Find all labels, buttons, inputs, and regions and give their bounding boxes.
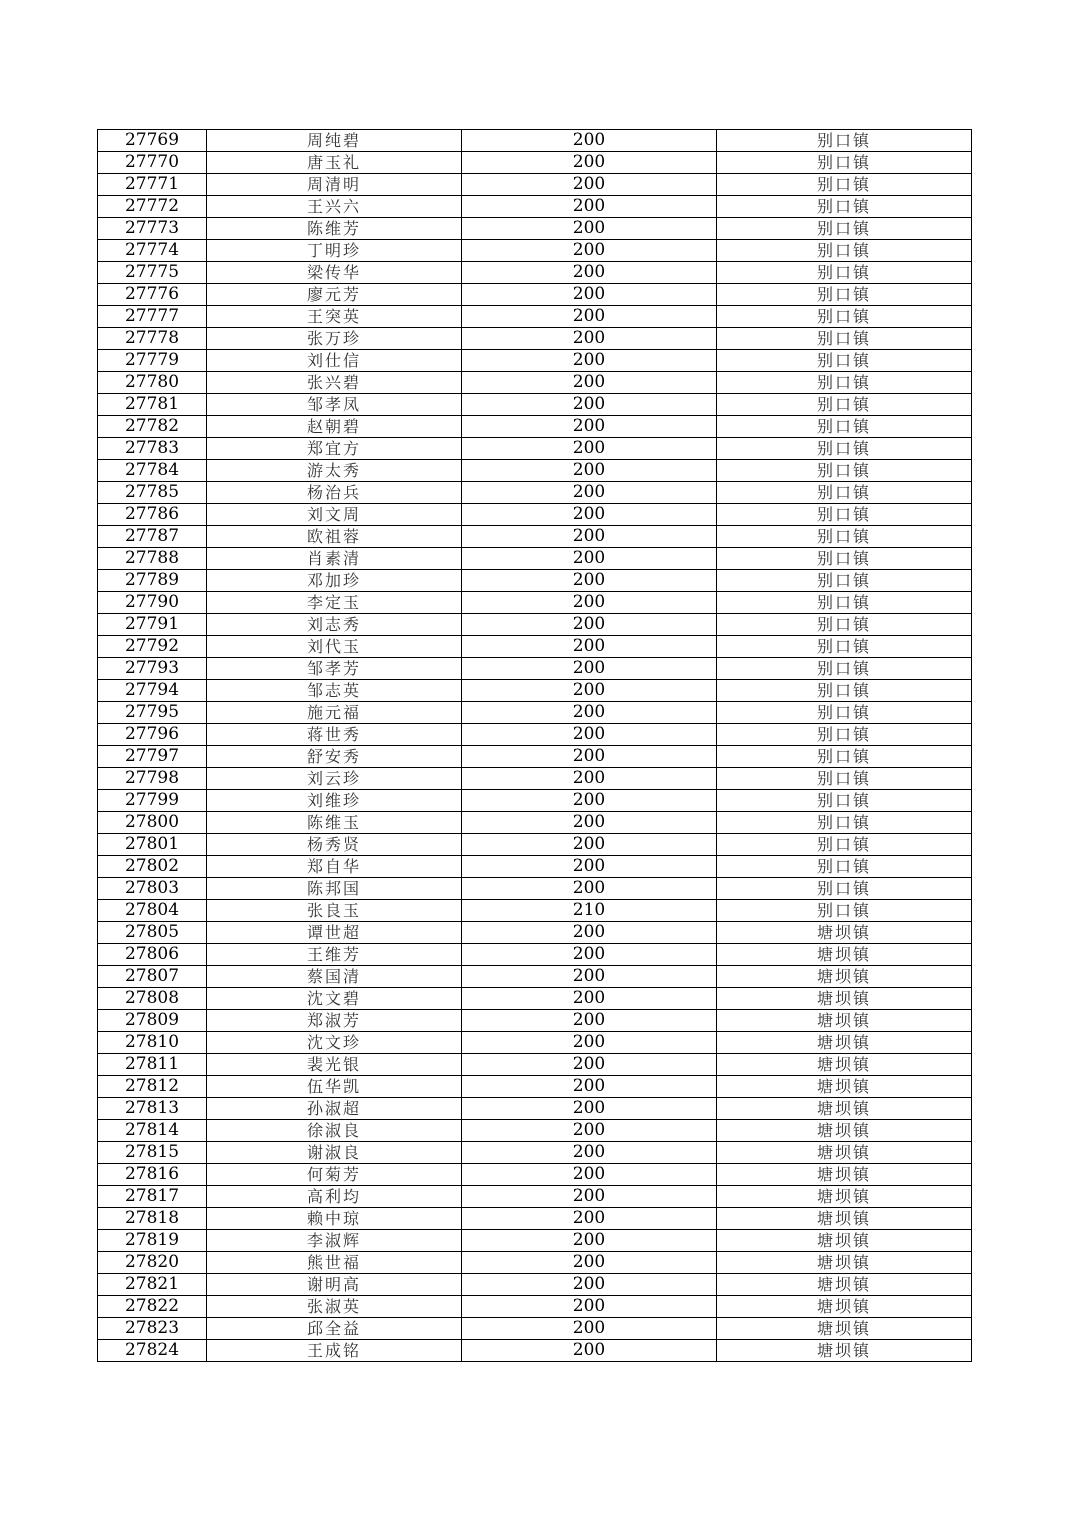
- subsidy-amount-cell: 200: [462, 768, 717, 790]
- recipient-name-cell: 郑宜方: [207, 438, 462, 460]
- table-row: [98, 1098, 972, 1120]
- subsidy-amount-cell: 200: [462, 416, 717, 438]
- township-cell: 别口镇: [717, 570, 972, 592]
- record-number-cell: 27784: [98, 460, 207, 482]
- record-number-cell: 27797: [98, 746, 207, 768]
- table-row: [98, 592, 972, 614]
- township-cell: 塘坝镇: [717, 1010, 972, 1032]
- subsidy-amount-cell: 200: [462, 1120, 717, 1142]
- subsidy-amount-cell: 200: [462, 240, 717, 262]
- table-row: [98, 1296, 972, 1318]
- recipient-name-cell: 肖素清: [207, 548, 462, 570]
- recipient-name-cell: 张良玉: [207, 900, 462, 922]
- record-number-cell: 27819: [98, 1230, 207, 1252]
- record-number-cell: 27794: [98, 680, 207, 702]
- record-number-cell: 27799: [98, 790, 207, 812]
- table-row: [98, 724, 972, 746]
- recipient-name-cell: 王兴六: [207, 196, 462, 218]
- recipient-name-cell: 刘代玉: [207, 636, 462, 658]
- subsidy-amount-cell: 200: [462, 1076, 717, 1098]
- township-cell: 别口镇: [717, 438, 972, 460]
- table-row: [98, 768, 972, 790]
- table-row: [98, 504, 972, 526]
- recipient-name-cell: 李淑辉: [207, 1230, 462, 1252]
- table-row: [98, 460, 972, 482]
- township-cell: 别口镇: [717, 680, 972, 702]
- recipient-name-cell: 陈维芳: [207, 218, 462, 240]
- record-number-cell: 27820: [98, 1252, 207, 1274]
- subsidy-amount-cell: 200: [462, 1296, 717, 1318]
- record-number-cell: 27772: [98, 196, 207, 218]
- township-cell: 别口镇: [717, 856, 972, 878]
- recipient-name-cell: 沈文碧: [207, 988, 462, 1010]
- recipient-name-cell: 张淑英: [207, 1296, 462, 1318]
- record-number-cell: 27778: [98, 328, 207, 350]
- recipient-name-cell: 邹孝凤: [207, 394, 462, 416]
- township-cell: 别口镇: [717, 152, 972, 174]
- record-number-cell: 27789: [98, 570, 207, 592]
- recipient-name-cell: 熊世福: [207, 1252, 462, 1274]
- township-cell: 塘坝镇: [717, 1208, 972, 1230]
- township-cell: 塘坝镇: [717, 1186, 972, 1208]
- recipient-name-cell: 廖元芳: [207, 284, 462, 306]
- table-row: [98, 812, 972, 834]
- record-number-cell: 27823: [98, 1318, 207, 1340]
- table-row: [98, 636, 972, 658]
- recipient-name-cell: 欧祖蓉: [207, 526, 462, 548]
- recipient-name-cell: 张万珍: [207, 328, 462, 350]
- record-number-cell: 27787: [98, 526, 207, 548]
- recipient-name-cell: 郑自华: [207, 856, 462, 878]
- subsidy-amount-cell: 200: [462, 394, 717, 416]
- township-cell: 塘坝镇: [717, 1076, 972, 1098]
- record-number-cell: 27814: [98, 1120, 207, 1142]
- record-number-cell: 27815: [98, 1142, 207, 1164]
- subsidy-amount-cell: 200: [462, 790, 717, 812]
- subsidy-amount-cell: 200: [462, 1098, 717, 1120]
- table-row: [98, 1164, 972, 1186]
- record-number-cell: 27791: [98, 614, 207, 636]
- subsidy-amount-cell: 200: [462, 1032, 717, 1054]
- record-number-cell: 27808: [98, 988, 207, 1010]
- subsidy-amount-cell: 200: [462, 130, 717, 152]
- record-number-cell: 27811: [98, 1054, 207, 1076]
- table-row: [98, 790, 972, 812]
- table-row: [98, 856, 972, 878]
- subsidy-amount-cell: 200: [462, 306, 717, 328]
- township-cell: 塘坝镇: [717, 1296, 972, 1318]
- table-row: [98, 372, 972, 394]
- subsidy-amount-cell: 200: [462, 1252, 717, 1274]
- record-number-cell: 27804: [98, 900, 207, 922]
- table-row: [98, 878, 972, 900]
- recipient-name-cell: 周纯碧: [207, 130, 462, 152]
- township-cell: 塘坝镇: [717, 944, 972, 966]
- subsidy-amount-cell: 200: [462, 350, 717, 372]
- record-number-cell: 27792: [98, 636, 207, 658]
- record-number-cell: 27818: [98, 1208, 207, 1230]
- recipient-name-cell: 刘仕信: [207, 350, 462, 372]
- record-number-cell: 27785: [98, 482, 207, 504]
- township-cell: 塘坝镇: [717, 1274, 972, 1296]
- recipient-name-cell: 游太秀: [207, 460, 462, 482]
- table-row: [98, 240, 972, 262]
- township-cell: 塘坝镇: [717, 1318, 972, 1340]
- record-number-cell: 27805: [98, 922, 207, 944]
- record-number-cell: 27806: [98, 944, 207, 966]
- subsidy-amount-cell: 200: [462, 988, 717, 1010]
- subsidy-amount-cell: 200: [462, 680, 717, 702]
- township-cell: 塘坝镇: [717, 1098, 972, 1120]
- township-cell: 别口镇: [717, 724, 972, 746]
- subsidy-amount-cell: 200: [462, 658, 717, 680]
- recipient-name-cell: 邹志英: [207, 680, 462, 702]
- table-row: [98, 1186, 972, 1208]
- record-number-cell: 27798: [98, 768, 207, 790]
- record-number-cell: 27780: [98, 372, 207, 394]
- township-cell: 别口镇: [717, 790, 972, 812]
- record-number-cell: 27793: [98, 658, 207, 680]
- table-row: [98, 570, 972, 592]
- record-number-cell: 27816: [98, 1164, 207, 1186]
- subsidy-amount-cell: 200: [462, 1164, 717, 1186]
- township-cell: 别口镇: [717, 372, 972, 394]
- recipient-name-cell: 梁传华: [207, 262, 462, 284]
- township-cell: 塘坝镇: [717, 922, 972, 944]
- recipient-name-cell: 裴光银: [207, 1054, 462, 1076]
- table-row: [98, 1208, 972, 1230]
- subsidy-amount-cell: 200: [462, 812, 717, 834]
- recipient-name-cell: 刘志秀: [207, 614, 462, 636]
- record-number-cell: 27813: [98, 1098, 207, 1120]
- table-row: [98, 1054, 972, 1076]
- township-cell: 别口镇: [717, 768, 972, 790]
- township-cell: 塘坝镇: [717, 966, 972, 988]
- recipient-name-cell: 刘云珍: [207, 768, 462, 790]
- table-row: [98, 526, 972, 548]
- record-number-cell: 27810: [98, 1032, 207, 1054]
- township-cell: 别口镇: [717, 262, 972, 284]
- subsidy-amount-cell: 200: [462, 174, 717, 196]
- township-cell: 别口镇: [717, 482, 972, 504]
- subsidy-amount-cell: 200: [462, 1208, 717, 1230]
- table-row: [98, 614, 972, 636]
- subsidy-amount-cell: 200: [462, 570, 717, 592]
- township-cell: 别口镇: [717, 350, 972, 372]
- subsidy-amount-cell: 200: [462, 636, 717, 658]
- table-row: [98, 988, 972, 1010]
- record-number-cell: 27822: [98, 1296, 207, 1318]
- township-cell: 别口镇: [717, 636, 972, 658]
- subsidy-amount-cell: 200: [462, 262, 717, 284]
- township-cell: 别口镇: [717, 196, 972, 218]
- table-row: [98, 1076, 972, 1098]
- subsidy-amount-cell: 200: [462, 834, 717, 856]
- township-cell: 别口镇: [717, 416, 972, 438]
- roster-table-body: [98, 130, 972, 1362]
- subsidy-amount-cell: 200: [462, 1054, 717, 1076]
- township-cell: 别口镇: [717, 900, 972, 922]
- subsidy-amount-cell: 200: [462, 1340, 717, 1362]
- table-row: [98, 416, 972, 438]
- recipient-name-cell: 邓加珍: [207, 570, 462, 592]
- recipient-name-cell: 王成铭: [207, 1340, 462, 1362]
- township-cell: 别口镇: [717, 812, 972, 834]
- township-cell: 别口镇: [717, 240, 972, 262]
- table-row: [98, 1340, 972, 1362]
- recipient-name-cell: 王维芳: [207, 944, 462, 966]
- record-number-cell: 27771: [98, 174, 207, 196]
- subsidy-amount-cell: 200: [462, 1010, 717, 1032]
- record-number-cell: 27821: [98, 1274, 207, 1296]
- recipient-name-cell: 何菊芳: [207, 1164, 462, 1186]
- subsidy-amount-cell: 200: [462, 1274, 717, 1296]
- subsidy-amount-cell: 200: [462, 504, 717, 526]
- subsidy-amount-cell: 200: [462, 702, 717, 724]
- township-cell: 别口镇: [717, 284, 972, 306]
- township-cell: 塘坝镇: [717, 1340, 972, 1362]
- record-number-cell: 27802: [98, 856, 207, 878]
- table-row: [98, 746, 972, 768]
- record-number-cell: 27800: [98, 812, 207, 834]
- table-row: [98, 130, 972, 152]
- recipient-name-cell: 孙淑超: [207, 1098, 462, 1120]
- table-row: [98, 1142, 972, 1164]
- subsidy-amount-cell: 200: [462, 152, 717, 174]
- record-number-cell: 27803: [98, 878, 207, 900]
- subsidy-amount-cell: 210: [462, 900, 717, 922]
- record-number-cell: 27801: [98, 834, 207, 856]
- table-row: [98, 1120, 972, 1142]
- record-number-cell: 27824: [98, 1340, 207, 1362]
- township-cell: 别口镇: [717, 328, 972, 350]
- recipient-name-cell: 刘维珍: [207, 790, 462, 812]
- township-cell: 塘坝镇: [717, 1142, 972, 1164]
- table-row: [98, 922, 972, 944]
- recipient-name-cell: 蒋世秀: [207, 724, 462, 746]
- table-row: [98, 196, 972, 218]
- recipient-name-cell: 赵朝碧: [207, 416, 462, 438]
- record-number-cell: 27775: [98, 262, 207, 284]
- subsidy-amount-cell: 200: [462, 328, 717, 350]
- table-row: [98, 262, 972, 284]
- subsidy-amount-cell: 200: [462, 482, 717, 504]
- table-row: [98, 658, 972, 680]
- recipient-name-cell: 周清明: [207, 174, 462, 196]
- table-row: [98, 548, 972, 570]
- recipient-name-cell: 伍华凯: [207, 1076, 462, 1098]
- recipient-name-cell: 唐玉礼: [207, 152, 462, 174]
- recipient-name-cell: 沈文珍: [207, 1032, 462, 1054]
- township-cell: 别口镇: [717, 174, 972, 196]
- township-cell: 塘坝镇: [717, 1032, 972, 1054]
- township-cell: 别口镇: [717, 130, 972, 152]
- township-cell: 别口镇: [717, 878, 972, 900]
- record-number-cell: 27776: [98, 284, 207, 306]
- township-cell: 别口镇: [717, 504, 972, 526]
- subsidy-amount-cell: 200: [462, 196, 717, 218]
- recipient-name-cell: 杨秀贤: [207, 834, 462, 856]
- township-cell: 别口镇: [717, 218, 972, 240]
- subsidy-amount-cell: 200: [462, 1230, 717, 1252]
- subsidy-amount-cell: 200: [462, 856, 717, 878]
- recipient-name-cell: 邹孝芳: [207, 658, 462, 680]
- recipient-name-cell: 施元福: [207, 702, 462, 724]
- township-cell: 塘坝镇: [717, 988, 972, 1010]
- table-row: [98, 328, 972, 350]
- table-row: [98, 702, 972, 724]
- record-number-cell: 27773: [98, 218, 207, 240]
- township-cell: 别口镇: [717, 548, 972, 570]
- subsidy-amount-cell: 200: [462, 460, 717, 482]
- subsidy-amount-cell: 200: [462, 724, 717, 746]
- subsidy-amount-cell: 200: [462, 548, 717, 570]
- recipient-name-cell: 杨治兵: [207, 482, 462, 504]
- subsidy-amount-cell: 200: [462, 284, 717, 306]
- table-row: [98, 1010, 972, 1032]
- table-row: [98, 900, 972, 922]
- record-number-cell: 27796: [98, 724, 207, 746]
- subsidy-amount-cell: 200: [462, 218, 717, 240]
- table-row: [98, 438, 972, 460]
- subsidy-amount-cell: 200: [462, 1186, 717, 1208]
- record-number-cell: 27786: [98, 504, 207, 526]
- record-number-cell: 27788: [98, 548, 207, 570]
- table-row: [98, 394, 972, 416]
- recipient-name-cell: 王突英: [207, 306, 462, 328]
- recipient-name-cell: 陈维玉: [207, 812, 462, 834]
- record-number-cell: 27817: [98, 1186, 207, 1208]
- table-row: [98, 680, 972, 702]
- recipient-name-cell: 高利均: [207, 1186, 462, 1208]
- record-number-cell: 27774: [98, 240, 207, 262]
- subsidy-amount-cell: 200: [462, 526, 717, 548]
- recipient-name-cell: 刘文周: [207, 504, 462, 526]
- table-row: [98, 174, 972, 196]
- table-row: [98, 1318, 972, 1340]
- township-cell: 塘坝镇: [717, 1252, 972, 1274]
- subsidy-amount-cell: 200: [462, 944, 717, 966]
- table-row: [98, 284, 972, 306]
- township-cell: 别口镇: [717, 834, 972, 856]
- table-row: [98, 1032, 972, 1054]
- table-row: [98, 152, 972, 174]
- township-cell: 别口镇: [717, 394, 972, 416]
- recipient-name-cell: 陈邦国: [207, 878, 462, 900]
- township-cell: 别口镇: [717, 460, 972, 482]
- table-row: [98, 834, 972, 856]
- recipient-name-cell: 邱全益: [207, 1318, 462, 1340]
- township-cell: 别口镇: [717, 614, 972, 636]
- subsidy-amount-cell: 200: [462, 1318, 717, 1340]
- subsidy-amount-cell: 200: [462, 614, 717, 636]
- township-cell: 别口镇: [717, 658, 972, 680]
- record-number-cell: 27809: [98, 1010, 207, 1032]
- record-number-cell: 27807: [98, 966, 207, 988]
- record-number-cell: 27777: [98, 306, 207, 328]
- township-cell: 塘坝镇: [717, 1230, 972, 1252]
- subsidy-amount-cell: 200: [462, 438, 717, 460]
- subsidy-amount-cell: 200: [462, 1142, 717, 1164]
- table-row: [98, 350, 972, 372]
- township-cell: 别口镇: [717, 526, 972, 548]
- subsidy-amount-cell: 200: [462, 966, 717, 988]
- table-row: [98, 1274, 972, 1296]
- township-cell: 别口镇: [717, 306, 972, 328]
- subsidy-amount-cell: 200: [462, 372, 717, 394]
- roster-table: [97, 129, 972, 1362]
- record-number-cell: 27790: [98, 592, 207, 614]
- record-number-cell: 27795: [98, 702, 207, 724]
- township-cell: 别口镇: [717, 702, 972, 724]
- recipient-name-cell: 赖中琼: [207, 1208, 462, 1230]
- recipient-name-cell: 谭世超: [207, 922, 462, 944]
- subsidy-amount-cell: 200: [462, 878, 717, 900]
- township-cell: 别口镇: [717, 746, 972, 768]
- recipient-name-cell: 舒安秀: [207, 746, 462, 768]
- record-number-cell: 27779: [98, 350, 207, 372]
- record-number-cell: 27769: [98, 130, 207, 152]
- subsidy-amount-cell: 200: [462, 746, 717, 768]
- recipient-name-cell: 谢淑良: [207, 1142, 462, 1164]
- table-row: [98, 306, 972, 328]
- subsidy-amount-cell: 200: [462, 592, 717, 614]
- record-number-cell: 27781: [98, 394, 207, 416]
- township-cell: 塘坝镇: [717, 1164, 972, 1186]
- record-number-cell: 27783: [98, 438, 207, 460]
- recipient-name-cell: 李定玉: [207, 592, 462, 614]
- township-cell: 塘坝镇: [717, 1120, 972, 1142]
- township-cell: 塘坝镇: [717, 1054, 972, 1076]
- record-number-cell: 27782: [98, 416, 207, 438]
- township-cell: 别口镇: [717, 592, 972, 614]
- table-row: [98, 944, 972, 966]
- recipient-name-cell: 蔡国清: [207, 966, 462, 988]
- table-row: [98, 218, 972, 240]
- recipient-name-cell: 丁明珍: [207, 240, 462, 262]
- table-row: [98, 1252, 972, 1274]
- record-number-cell: 27770: [98, 152, 207, 174]
- subsidy-amount-cell: 200: [462, 922, 717, 944]
- record-number-cell: 27812: [98, 1076, 207, 1098]
- table-row: [98, 482, 972, 504]
- table-row: [98, 1230, 972, 1252]
- recipient-name-cell: 徐淑良: [207, 1120, 462, 1142]
- table-row: [98, 966, 972, 988]
- recipient-name-cell: 郑淑芳: [207, 1010, 462, 1032]
- recipient-name-cell: 谢明高: [207, 1274, 462, 1296]
- recipient-name-cell: 张兴碧: [207, 372, 462, 394]
